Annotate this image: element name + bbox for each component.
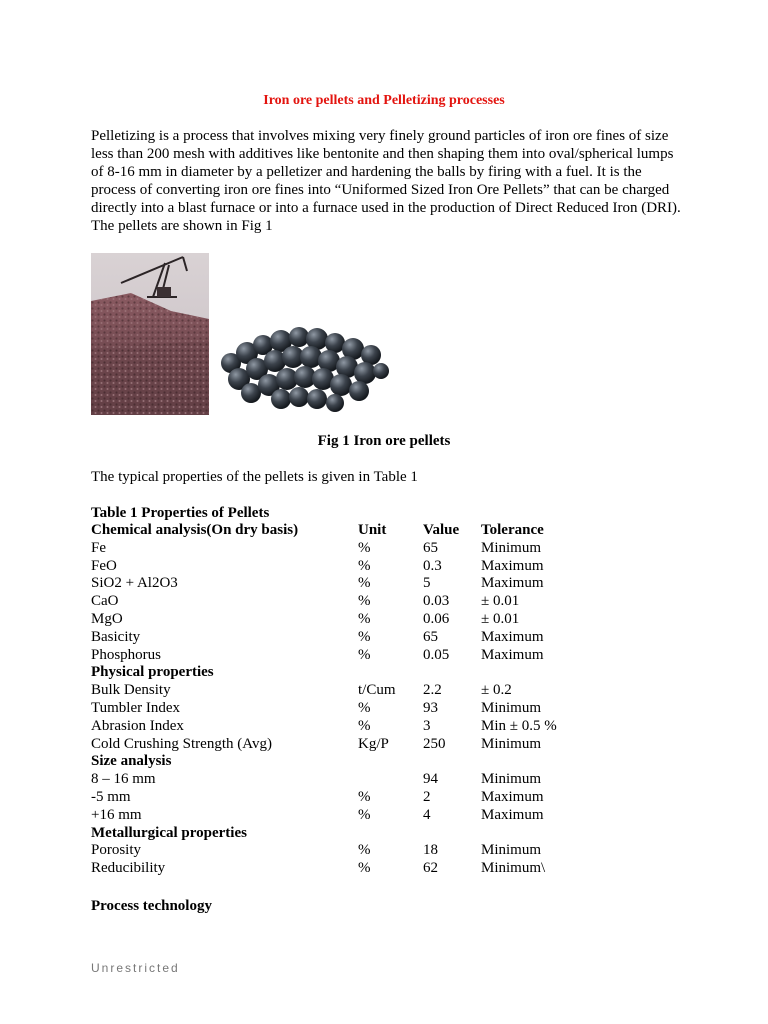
process-technology-heading: Process technology	[91, 898, 212, 914]
header-value: Value	[423, 522, 460, 538]
cell-unit: %	[358, 806, 371, 823]
table-row	[91, 558, 691, 576]
cell-name: SiO2 + Al2O3	[91, 575, 178, 592]
cell-tolerance: Maximum	[481, 646, 544, 663]
cell-name: +16 mm	[91, 806, 142, 823]
cell-name: Cold Crushing Strength (Avg)	[91, 735, 272, 752]
cell-name: CaO	[91, 593, 119, 610]
cell-unit: %	[358, 842, 371, 859]
cell-value: 18	[423, 842, 438, 859]
cell-name: Basicity	[91, 628, 141, 645]
cell-tolerance: Minimum\	[481, 860, 546, 877]
cell-value: 62	[423, 860, 438, 877]
section-heading: Physical properties	[91, 664, 214, 681]
cell-name: 8 – 16 mm	[91, 771, 156, 788]
cell-unit: %	[358, 539, 371, 556]
table-row	[91, 789, 691, 807]
cell-unit: %	[358, 628, 371, 645]
cell-name: Bulk Density	[91, 682, 171, 699]
table-intro: The typical properties of the pellets is given in Table 1	[91, 469, 418, 485]
table-row	[91, 575, 691, 593]
cell-unit: Kg/P	[358, 735, 389, 752]
cell-name: Tumbler Index	[91, 699, 181, 716]
cell-name: FeO	[91, 557, 117, 574]
cell-value: 5	[423, 575, 431, 592]
intro-paragraph: Pelletizing is a process that involves mixing very finely ground particles of iron ore fines of size less than 200 mesh with additives like bentonite and then shaping them into oval/spherical lumps of 8-16 mm in diameter by a pelletizer and hardening the balls by firing with a fuel. It is the process of converting iron ore fines into “Uniformed Sized Iron Ore Pellets” that can be charged directly into a blast furnace or into a furnace used in the production of Direct Reduced Iron (DRI). The pellets are shown in Fig 1	[91, 128, 681, 234]
cell-value: 0.06	[423, 610, 450, 627]
header-name: Chemical analysis(On dry basis)	[91, 522, 299, 538]
iron-ore-pellets-photo	[91, 253, 391, 418]
cell-tolerance: Minimum	[481, 842, 542, 859]
cell-name: Porosity	[91, 842, 142, 859]
classification-footer: Unrestricted	[91, 961, 180, 975]
pellets-cluster	[221, 327, 389, 412]
table-title: Table 1 Properties of Pellets	[91, 505, 270, 521]
table-row	[91, 647, 691, 665]
table-row	[91, 718, 691, 736]
cell-tolerance: Minimum	[481, 539, 542, 556]
table-header-row	[91, 522, 691, 540]
cell-value: 2.2	[423, 682, 442, 699]
section-heading: Size analysis	[91, 753, 172, 770]
iron-ore-pellets-figure	[91, 253, 391, 418]
cell-tolerance: Maximum	[481, 628, 544, 645]
cell-value: 4	[423, 806, 431, 823]
cell-name: Reducibility	[91, 860, 166, 877]
cell-unit: %	[358, 717, 371, 734]
table-row	[91, 540, 691, 558]
cell-tolerance: Maximum	[481, 806, 544, 823]
header-unit: Unit	[358, 522, 387, 538]
cell-tolerance: Minimum	[481, 735, 542, 752]
cell-name: -5 mm	[91, 788, 131, 805]
figure-caption: Fig 1 Iron ore pellets	[317, 433, 451, 449]
table-row	[91, 736, 691, 754]
cell-unit: %	[358, 699, 371, 716]
table-row	[91, 611, 691, 629]
table-row	[91, 593, 691, 611]
table-section-row	[91, 753, 691, 771]
table-row	[91, 771, 691, 789]
cell-tolerance: ± 0.01	[481, 593, 520, 610]
cell-tolerance: ± 0.2	[481, 682, 512, 699]
table-row	[91, 629, 691, 647]
cell-value: 3	[423, 717, 431, 734]
cell-value: 0.3	[423, 557, 442, 574]
cell-value: 93	[423, 699, 438, 716]
cell-tolerance: Maximum	[481, 557, 544, 574]
cell-value: 65	[423, 628, 438, 645]
cell-value: 0.05	[423, 646, 450, 663]
header-tolerance: Tolerance	[481, 522, 544, 538]
cell-unit: t/Cum	[358, 682, 396, 699]
cell-tolerance: ± 0.01	[481, 610, 520, 627]
cell-value: 0.03	[423, 593, 450, 610]
cell-name: Phosphorus	[91, 646, 162, 663]
cell-value: 65	[423, 539, 438, 556]
table-row	[91, 860, 691, 878]
cell-value: 94	[423, 771, 438, 788]
table-row	[91, 682, 691, 700]
table-row	[91, 807, 691, 825]
section-heading: Metallurgical properties	[91, 824, 247, 841]
cell-name: Fe	[91, 539, 106, 556]
table-row	[91, 700, 691, 718]
cell-tolerance: Maximum	[481, 788, 544, 805]
cell-unit: %	[358, 593, 371, 610]
cell-unit: %	[358, 557, 371, 574]
cell-tolerance: Maximum	[481, 575, 544, 592]
cell-tolerance: Minimum	[481, 771, 542, 788]
pellet-properties-table	[91, 522, 691, 878]
document-title: Iron ore pellets and Pelletizing processes	[263, 93, 505, 108]
cell-tolerance: Minimum	[481, 699, 542, 716]
cell-unit: %	[358, 860, 371, 877]
cell-value: 2	[423, 788, 431, 805]
cell-value: 250	[423, 735, 446, 752]
cell-name: MgO	[91, 610, 123, 627]
cell-unit: %	[358, 610, 371, 627]
table-row	[91, 842, 691, 860]
table-section-row	[91, 664, 691, 682]
cell-unit: %	[358, 575, 371, 592]
table-section-row	[91, 825, 691, 843]
cell-unit: %	[358, 646, 371, 663]
cell-tolerance: Min ± 0.5 %	[481, 717, 557, 734]
cell-name: Abrasion Index	[91, 717, 184, 734]
cell-unit: %	[358, 788, 371, 805]
